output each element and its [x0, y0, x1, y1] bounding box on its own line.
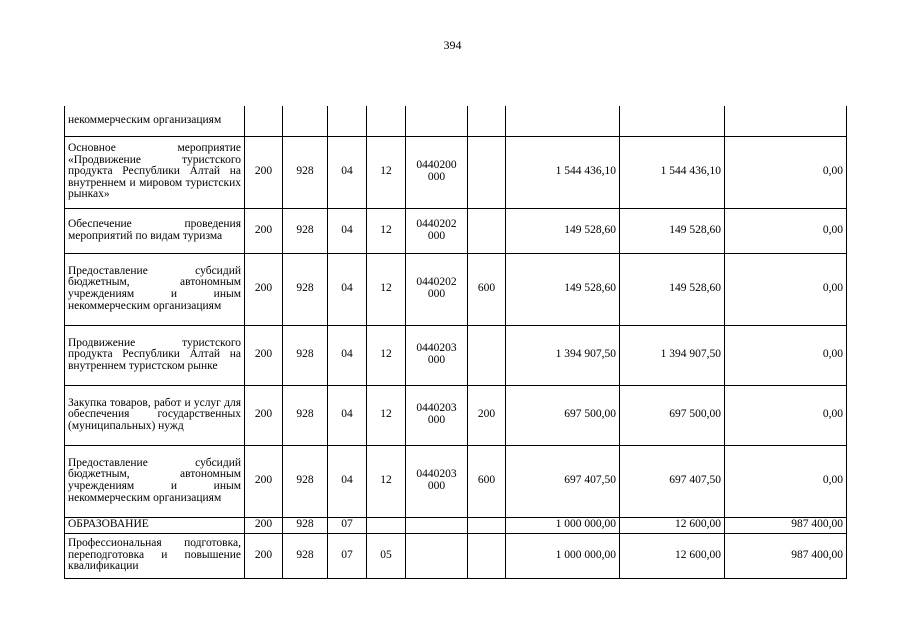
col-code-subsection: 12	[367, 136, 406, 208]
col-amount-actual: 697 407,50	[620, 445, 725, 517]
col-code-target: 0440203 000	[406, 325, 468, 385]
col-code-section: 04	[328, 253, 367, 325]
col-code-gr: 200	[245, 533, 283, 578]
col-code-section: 07	[328, 517, 367, 533]
page-number: 394	[443, 38, 462, 52]
col-amount-actual: 697 500,00	[620, 385, 725, 445]
col-code-ministry: 928	[283, 136, 328, 208]
row-name: Предоставление субсидий бюджетным, автономным учреждениям и иным некоммерческим организациям	[65, 445, 245, 517]
col-code-section: 04	[328, 208, 367, 253]
col-code-gr: 200	[245, 385, 283, 445]
table-row	[65, 253, 847, 325]
col-amount-diff	[725, 106, 847, 136]
col-code-expense-type	[468, 106, 506, 136]
col-code-subsection	[367, 517, 406, 533]
row-name: некоммерческим организациям	[65, 106, 245, 136]
row-name: ОБРАЗОВАНИЕ	[65, 517, 245, 533]
col-amount-diff: 0,00	[725, 136, 847, 208]
col-code-section: 04	[328, 445, 367, 517]
table-body	[65, 106, 847, 578]
row-name: Предоставление субсидий бюджетным, автономным учреждениям и иным некоммерческим организациям	[65, 253, 245, 325]
row-name: Продвижение туристского продукта Республики Алтай на внутреннем туристском рынке	[65, 325, 245, 385]
col-code-section: 04	[328, 136, 367, 208]
col-code-expense-type	[468, 517, 506, 533]
col-code-gr: 200	[245, 445, 283, 517]
col-amount-plan: 1 000 000,00	[506, 517, 620, 533]
col-code-section: 04	[328, 385, 367, 445]
table-row	[65, 136, 847, 208]
col-code-subsection: 05	[367, 533, 406, 578]
col-amount-diff: 0,00	[725, 208, 847, 253]
col-code-target	[406, 517, 468, 533]
col-code-subsection: 12	[367, 208, 406, 253]
col-code-ministry	[283, 106, 328, 136]
col-amount-plan: 1 394 907,50	[506, 325, 620, 385]
col-code-section: 07	[328, 533, 367, 578]
col-code-expense-type	[468, 325, 506, 385]
col-amount-plan: 1 000 000,00	[506, 533, 620, 578]
col-code-target: 0440203 000	[406, 385, 468, 445]
col-code-ministry: 928	[283, 325, 328, 385]
col-code-expense-type: 600	[468, 253, 506, 325]
col-code-subsection: 12	[367, 325, 406, 385]
col-code-expense-type	[468, 533, 506, 578]
col-amount-diff: 0,00	[725, 445, 847, 517]
col-code-ministry: 928	[283, 445, 328, 517]
col-amount-plan: 697 500,00	[506, 385, 620, 445]
col-code-target: 0440200 000	[406, 136, 468, 208]
col-code-ministry: 928	[283, 385, 328, 445]
col-amount-diff: 0,00	[725, 325, 847, 385]
col-code-subsection: 12	[367, 445, 406, 517]
col-amount-diff: 987 400,00	[725, 517, 847, 533]
col-code-target: 0440202 000	[406, 253, 468, 325]
col-code-ministry: 928	[283, 208, 328, 253]
col-code-subsection: 12	[367, 385, 406, 445]
table-row	[65, 533, 847, 578]
budget-table	[64, 106, 847, 579]
col-amount-actual: 12 600,00	[620, 533, 725, 578]
col-code-expense-type: 600	[468, 445, 506, 517]
col-amount-plan: 697 407,50	[506, 445, 620, 517]
col-code-gr: 200	[245, 136, 283, 208]
row-name: Закупка товаров, работ и услуг для обеспечения государственных (муниципальных) нужд	[65, 385, 245, 445]
col-code-section: 04	[328, 325, 367, 385]
col-amount-diff: 0,00	[725, 253, 847, 325]
col-code-gr: 200	[245, 325, 283, 385]
table-row	[65, 385, 847, 445]
col-code-ministry: 928	[283, 253, 328, 325]
col-amount-diff: 987 400,00	[725, 533, 847, 578]
col-amount-plan: 1 544 436,10	[506, 136, 620, 208]
col-amount-plan: 149 528,60	[506, 208, 620, 253]
col-code-gr: 200	[245, 208, 283, 253]
col-code-expense-type	[468, 136, 506, 208]
col-code-subsection	[367, 106, 406, 136]
col-code-expense-type	[468, 208, 506, 253]
table-row	[65, 445, 847, 517]
row-name: Обеспечение проведения мероприятий по видам туризма	[65, 208, 245, 253]
col-code-gr: 200	[245, 517, 283, 533]
col-amount-actual: 1 544 436,10	[620, 136, 725, 208]
col-amount-diff: 0,00	[725, 385, 847, 445]
col-amount-actual: 1 394 907,50	[620, 325, 725, 385]
col-amount-plan	[506, 106, 620, 136]
col-code-target: 0440202 000	[406, 208, 468, 253]
table-row	[65, 325, 847, 385]
col-code-gr	[245, 106, 283, 136]
col-code-subsection: 12	[367, 253, 406, 325]
col-amount-plan: 149 528,60	[506, 253, 620, 325]
col-code-target: 0440203 000	[406, 445, 468, 517]
col-amount-actual: 12 600,00	[620, 517, 725, 533]
col-code-target	[406, 106, 468, 136]
col-code-ministry: 928	[283, 533, 328, 578]
col-code-section	[328, 106, 367, 136]
col-code-ministry: 928	[283, 517, 328, 533]
col-amount-actual	[620, 106, 725, 136]
table-row	[65, 208, 847, 253]
table-row	[65, 517, 847, 533]
col-code-target	[406, 533, 468, 578]
row-name: Профессиональная подготовка, переподготовка и повышение квалификации	[65, 533, 245, 578]
col-amount-actual: 149 528,60	[620, 208, 725, 253]
col-code-gr: 200	[245, 253, 283, 325]
col-amount-actual: 149 528,60	[620, 253, 725, 325]
table-row	[65, 106, 847, 136]
row-name: Основное мероприятие «Продвижение туристского продукта Республики Алтай на внутреннем и мировом туристских рынках»	[65, 136, 245, 208]
col-code-expense-type: 200	[468, 385, 506, 445]
